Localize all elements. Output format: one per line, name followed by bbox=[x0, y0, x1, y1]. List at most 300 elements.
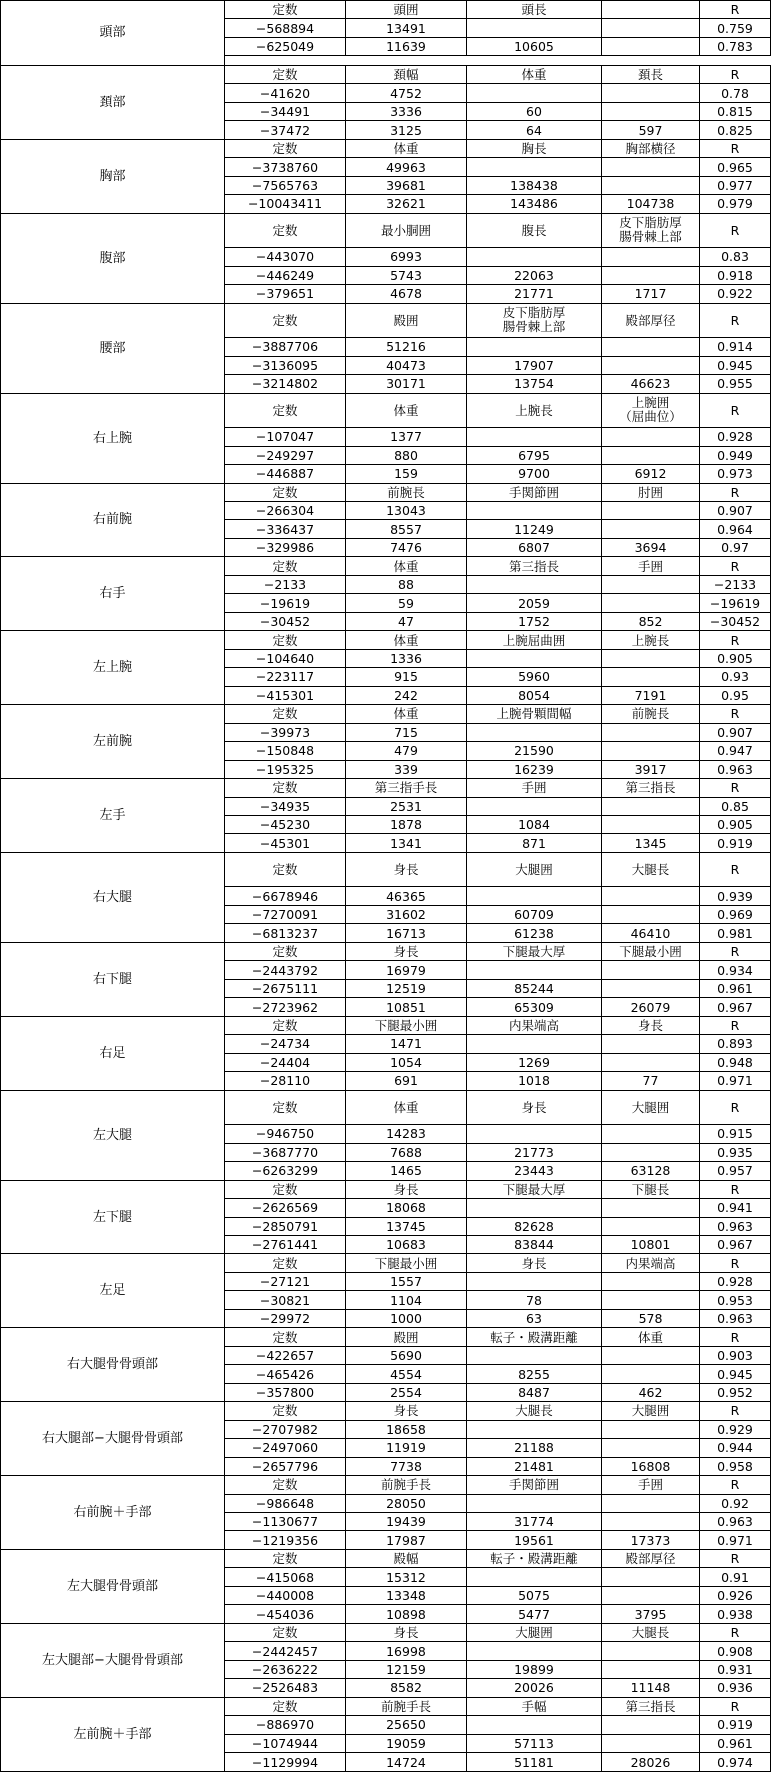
cell-r: 0.929 bbox=[700, 1420, 771, 1438]
cell-var1: 30171 bbox=[346, 375, 467, 393]
cell-var3 bbox=[602, 1346, 700, 1364]
cell-var1: 10898 bbox=[346, 1605, 467, 1623]
cell-r: 0.955 bbox=[700, 375, 771, 393]
cell-var3: 77 bbox=[602, 1072, 700, 1090]
header-r: R bbox=[700, 1476, 771, 1494]
cell-var2 bbox=[467, 158, 602, 176]
cell-var2: 51181 bbox=[467, 1753, 602, 1772]
cell-var1: 49963 bbox=[346, 158, 467, 176]
group-header-row bbox=[1, 631, 771, 649]
header-r: R bbox=[700, 1, 771, 19]
cell-constant: −329986 bbox=[225, 538, 346, 556]
cell-var3 bbox=[602, 248, 700, 266]
cell-var3 bbox=[602, 1586, 700, 1604]
cell-constant: −30821 bbox=[225, 1291, 346, 1309]
cell-constant: −2133 bbox=[225, 575, 346, 593]
cell-r: 0.908 bbox=[700, 1642, 771, 1660]
cell-var1: 18068 bbox=[346, 1199, 467, 1217]
cell-constant: −568894 bbox=[225, 19, 346, 37]
header-r: R bbox=[700, 852, 771, 887]
header-var1: 頭囲 bbox=[346, 1, 467, 19]
cell-r: 0.945 bbox=[700, 1365, 771, 1383]
header-var2: 大腿囲 bbox=[467, 1623, 602, 1641]
cell-constant: −45230 bbox=[225, 815, 346, 833]
cell-constant: −2442457 bbox=[225, 1642, 346, 1660]
header-var1: 身長 bbox=[346, 942, 467, 960]
header-r: R bbox=[700, 483, 771, 501]
cell-constant: −2761441 bbox=[225, 1235, 346, 1253]
cell-var3 bbox=[602, 428, 700, 446]
cell-constant: −2443792 bbox=[225, 961, 346, 979]
header-r: R bbox=[700, 942, 771, 960]
cell-r: 0.939 bbox=[700, 887, 771, 905]
cell-r: −30452 bbox=[700, 612, 771, 630]
cell-var1: 880 bbox=[346, 446, 467, 464]
cell-var3 bbox=[602, 668, 700, 686]
cell-var1: 7688 bbox=[346, 1143, 467, 1161]
group-header-row bbox=[1, 1402, 771, 1420]
cell-r: 0.825 bbox=[700, 121, 771, 139]
cell-constant: −3214802 bbox=[225, 375, 346, 393]
header-var2: 下腿最大厚 bbox=[467, 1180, 602, 1198]
cell-var3 bbox=[602, 338, 700, 356]
header-var2: 下腿最大厚 bbox=[467, 942, 602, 960]
cell-var3 bbox=[602, 1494, 700, 1512]
cell-var2: 65309 bbox=[467, 998, 602, 1016]
cell-r: 0.944 bbox=[700, 1439, 771, 1457]
cell-var2 bbox=[467, 338, 602, 356]
body-part-label: 左足 bbox=[1, 1254, 225, 1328]
header-constant: 定数 bbox=[225, 1, 346, 19]
cell-var1: 16998 bbox=[346, 1642, 467, 1660]
cell-r: 0.969 bbox=[700, 905, 771, 923]
cell-var2: 57113 bbox=[467, 1734, 602, 1752]
cell-constant: −446887 bbox=[225, 465, 346, 483]
header-var1: 第三指手長 bbox=[346, 779, 467, 797]
cell-var2 bbox=[467, 1272, 602, 1290]
cell-var1: 59 bbox=[346, 594, 467, 612]
header-var3: 上腕囲 （屈曲位） bbox=[602, 393, 700, 428]
cell-var1: 13491 bbox=[346, 19, 467, 37]
cell-var2 bbox=[467, 797, 602, 815]
cell-constant: −223117 bbox=[225, 668, 346, 686]
cell-r: 0.936 bbox=[700, 1679, 771, 1697]
cell-var3: 28026 bbox=[602, 1753, 700, 1772]
cell-r: 0.78 bbox=[700, 84, 771, 102]
cell-constant: −2626569 bbox=[225, 1199, 346, 1217]
header-constant: 定数 bbox=[225, 303, 346, 338]
header-var3: 内果端高 bbox=[602, 1254, 700, 1272]
cell-constant: −19619 bbox=[225, 594, 346, 612]
header-constant: 定数 bbox=[225, 213, 346, 248]
group-header-row bbox=[1, 1016, 771, 1034]
cell-var2: 19899 bbox=[467, 1660, 602, 1678]
cell-var3: 46410 bbox=[602, 924, 700, 942]
cell-var3 bbox=[602, 1734, 700, 1752]
cell-constant: −10043411 bbox=[225, 195, 346, 213]
cell-var2 bbox=[467, 1125, 602, 1143]
cell-var2: 63 bbox=[467, 1309, 602, 1327]
cell-var3 bbox=[602, 1568, 700, 1586]
cell-var2 bbox=[467, 1035, 602, 1053]
header-var2: 転子・殿溝距離 bbox=[467, 1328, 602, 1346]
header-r: R bbox=[700, 705, 771, 723]
cell-var1: 242 bbox=[346, 686, 467, 704]
body-part-label: 右大腿 bbox=[1, 852, 225, 942]
header-r: R bbox=[700, 1254, 771, 1272]
cell-var2: 1269 bbox=[467, 1053, 602, 1071]
cell-var1: 32621 bbox=[346, 195, 467, 213]
cell-constant: −3136095 bbox=[225, 356, 346, 374]
header-var1: 前腕手長 bbox=[346, 1476, 467, 1494]
cell-var2: 20026 bbox=[467, 1679, 602, 1697]
header-var1: 前腕手長 bbox=[346, 1697, 467, 1715]
header-constant: 定数 bbox=[225, 1476, 346, 1494]
cell-var2 bbox=[467, 502, 602, 520]
group-header-row bbox=[1, 942, 771, 960]
header-r: R bbox=[700, 1180, 771, 1198]
cell-var3 bbox=[602, 176, 700, 194]
header-var2: 上腕長 bbox=[467, 393, 602, 428]
cell-var3 bbox=[602, 1125, 700, 1143]
header-constant: 定数 bbox=[225, 1549, 346, 1567]
cell-r: 0.981 bbox=[700, 924, 771, 942]
header-r: R bbox=[700, 1090, 771, 1125]
cell-var2: 5477 bbox=[467, 1605, 602, 1623]
cell-var1: 1878 bbox=[346, 815, 467, 833]
group-header-row bbox=[1, 852, 771, 887]
cell-r: 0.953 bbox=[700, 1291, 771, 1309]
cell-r: −2133 bbox=[700, 575, 771, 593]
cell-constant: −415301 bbox=[225, 686, 346, 704]
cell-r: 0.934 bbox=[700, 961, 771, 979]
cell-var2: 60709 bbox=[467, 905, 602, 923]
cell-constant: −2850791 bbox=[225, 1217, 346, 1235]
cell-var2: 23443 bbox=[467, 1162, 602, 1180]
cell-var2 bbox=[467, 84, 602, 102]
cell-var3: 17373 bbox=[602, 1531, 700, 1549]
regression-table-body bbox=[1, 1, 771, 1772]
body-part-label: 右下腿 bbox=[1, 942, 225, 1016]
cell-var2: 6795 bbox=[467, 446, 602, 464]
cell-constant: −443070 bbox=[225, 248, 346, 266]
cell-var2: 31774 bbox=[467, 1513, 602, 1531]
cell-r: 0.85 bbox=[700, 797, 771, 815]
header-r: R bbox=[700, 1016, 771, 1034]
cell-constant: −6813237 bbox=[225, 924, 346, 942]
body-part-label: 腹部 bbox=[1, 213, 225, 303]
group-header-row bbox=[1, 1328, 771, 1346]
cell-r: 0.907 bbox=[700, 502, 771, 520]
cell-constant: −465426 bbox=[225, 1365, 346, 1383]
cell-var2 bbox=[467, 1346, 602, 1364]
cell-r: 0.958 bbox=[700, 1457, 771, 1475]
header-var2: 大腿囲 bbox=[467, 852, 602, 887]
cell-var1: 5690 bbox=[346, 1346, 467, 1364]
cell-constant: −6263299 bbox=[225, 1162, 346, 1180]
cell-r: 0.977 bbox=[700, 176, 771, 194]
group-header-row bbox=[1, 1254, 771, 1272]
header-var3: 下腿長 bbox=[602, 1180, 700, 1198]
header-var1: 身長 bbox=[346, 852, 467, 887]
group-header-row bbox=[1, 1549, 771, 1567]
header-var3: 頚長 bbox=[602, 65, 700, 83]
cell-var1: 1000 bbox=[346, 1309, 467, 1327]
cell-var1: 88 bbox=[346, 575, 467, 593]
cell-r: 0.935 bbox=[700, 1143, 771, 1161]
cell-var2: 21590 bbox=[467, 742, 602, 760]
cell-var2 bbox=[467, 1568, 602, 1586]
cell-var1: 1465 bbox=[346, 1162, 467, 1180]
cell-var1: 715 bbox=[346, 723, 467, 741]
cell-var3 bbox=[602, 502, 700, 520]
header-var1: 身長 bbox=[346, 1623, 467, 1641]
cell-var1: 13043 bbox=[346, 502, 467, 520]
cell-var1: 915 bbox=[346, 668, 467, 686]
cell-constant: −24404 bbox=[225, 1053, 346, 1071]
cell-var2: 138438 bbox=[467, 176, 602, 194]
cell-r: 0.893 bbox=[700, 1035, 771, 1053]
cell-r: 0.95 bbox=[700, 686, 771, 704]
body-part-label: 右前腕 bbox=[1, 483, 225, 557]
cell-r: 0.903 bbox=[700, 1346, 771, 1364]
cell-var1: 12519 bbox=[346, 979, 467, 997]
cell-constant: −1219356 bbox=[225, 1531, 346, 1549]
cell-var3: 578 bbox=[602, 1309, 700, 1327]
cell-constant: −1074944 bbox=[225, 1734, 346, 1752]
cell-r: 0.928 bbox=[700, 1272, 771, 1290]
header-constant: 定数 bbox=[225, 1328, 346, 1346]
cell-var1: 51216 bbox=[346, 338, 467, 356]
body-part-label: 頚部 bbox=[1, 65, 225, 139]
header-var1: 殿囲 bbox=[346, 1328, 467, 1346]
cell-constant: −41620 bbox=[225, 84, 346, 102]
body-part-label: 右手 bbox=[1, 557, 225, 631]
cell-r: 0.783 bbox=[700, 37, 771, 55]
group-header-row bbox=[1, 1697, 771, 1715]
cell-var2: 5075 bbox=[467, 1586, 602, 1604]
cell-var3: 7191 bbox=[602, 686, 700, 704]
header-var3: 下腿最小囲 bbox=[602, 942, 700, 960]
header-var3: 殿部厚径 bbox=[602, 303, 700, 338]
cell-r: 0.905 bbox=[700, 649, 771, 667]
cell-var3 bbox=[602, 905, 700, 923]
cell-var2: 13754 bbox=[467, 375, 602, 393]
cell-var1: 15312 bbox=[346, 1568, 467, 1586]
cell-r: 0.948 bbox=[700, 1053, 771, 1071]
cell-r: 0.914 bbox=[700, 338, 771, 356]
cell-r: 0.926 bbox=[700, 1586, 771, 1604]
body-part-label: 左大腿骨骨頭部 bbox=[1, 1549, 225, 1623]
cell-var1: 12159 bbox=[346, 1660, 467, 1678]
header-constant: 定数 bbox=[225, 705, 346, 723]
cell-var2: 1752 bbox=[467, 612, 602, 630]
group-header-row bbox=[1, 779, 771, 797]
group-header-row bbox=[1, 1180, 771, 1198]
cell-var1: 691 bbox=[346, 1072, 467, 1090]
cell-var2 bbox=[467, 1420, 602, 1438]
cell-r: 0.952 bbox=[700, 1383, 771, 1401]
cell-constant: −39973 bbox=[225, 723, 346, 741]
cell-var2: 2059 bbox=[467, 594, 602, 612]
header-constant: 定数 bbox=[225, 942, 346, 960]
cell-r: 0.963 bbox=[700, 1217, 771, 1235]
cell-var1: 19439 bbox=[346, 1513, 467, 1531]
cell-var3 bbox=[602, 1217, 700, 1235]
header-var1: 体重 bbox=[346, 1090, 467, 1125]
body-part-label: 腰部 bbox=[1, 303, 225, 393]
header-var3: 前腕長 bbox=[602, 705, 700, 723]
cell-var3 bbox=[602, 266, 700, 284]
cell-var1: 2531 bbox=[346, 797, 467, 815]
cell-r: 0.938 bbox=[700, 1605, 771, 1623]
header-var1: 体重 bbox=[346, 393, 467, 428]
cell-var1: 10851 bbox=[346, 998, 467, 1016]
cell-constant: −2707982 bbox=[225, 1420, 346, 1438]
cell-var1: 13348 bbox=[346, 1586, 467, 1604]
cell-r: 0.905 bbox=[700, 815, 771, 833]
cell-var2 bbox=[467, 56, 602, 66]
cell-r: 0.967 bbox=[700, 998, 771, 1016]
cell-var1: 1471 bbox=[346, 1035, 467, 1053]
cell-var1: 8557 bbox=[346, 520, 467, 538]
header-constant: 定数 bbox=[225, 1090, 346, 1125]
cell-var2 bbox=[467, 961, 602, 979]
header-var2: 手幅 bbox=[467, 1697, 602, 1715]
header-var3: 第三指長 bbox=[602, 779, 700, 797]
header-r: R bbox=[700, 213, 771, 248]
cell-r: 0.815 bbox=[700, 102, 771, 120]
cell-constant: −625049 bbox=[225, 37, 346, 55]
header-constant: 定数 bbox=[225, 139, 346, 157]
cell-constant: −446249 bbox=[225, 266, 346, 284]
cell-constant: −266304 bbox=[225, 502, 346, 520]
cell-var2: 8487 bbox=[467, 1383, 602, 1401]
cell-var2: 8255 bbox=[467, 1365, 602, 1383]
cell-r: 0.97 bbox=[700, 538, 771, 556]
cell-var3 bbox=[602, 594, 700, 612]
body-part-label: 頭部 bbox=[1, 1, 225, 66]
cell-r: 0.931 bbox=[700, 1660, 771, 1678]
cell-var1: 14283 bbox=[346, 1125, 467, 1143]
cell-constant: −24734 bbox=[225, 1035, 346, 1053]
cell-var3 bbox=[602, 56, 700, 66]
cell-r: 0.963 bbox=[700, 1513, 771, 1531]
cell-constant: −7565763 bbox=[225, 176, 346, 194]
header-var1: 下腿最小囲 bbox=[346, 1016, 467, 1034]
header-var1: 体重 bbox=[346, 705, 467, 723]
cell-r: 0.963 bbox=[700, 1309, 771, 1327]
group-header-row bbox=[1, 1, 771, 19]
cell-var1: 3336 bbox=[346, 102, 467, 120]
cell-var3 bbox=[602, 37, 700, 55]
header-var3: 大腿長 bbox=[602, 852, 700, 887]
cell-constant: −107047 bbox=[225, 428, 346, 446]
cell-var2: 19561 bbox=[467, 1531, 602, 1549]
header-var1: 体重 bbox=[346, 631, 467, 649]
cell-constant: −357800 bbox=[225, 1383, 346, 1401]
cell-constant: −195325 bbox=[225, 760, 346, 778]
cell-constant: −45301 bbox=[225, 834, 346, 852]
cell-var3: 6912 bbox=[602, 465, 700, 483]
cell-var2: 21771 bbox=[467, 285, 602, 303]
cell-var1: 25650 bbox=[346, 1716, 467, 1734]
body-part-label: 胸部 bbox=[1, 139, 225, 213]
cell-var1: 1341 bbox=[346, 834, 467, 852]
cell-var1: 14724 bbox=[346, 1753, 467, 1772]
header-r: R bbox=[700, 557, 771, 575]
cell-r: 0.961 bbox=[700, 979, 771, 997]
group-header-row bbox=[1, 65, 771, 83]
cell-constant: −986648 bbox=[225, 1494, 346, 1512]
cell-constant: −2497060 bbox=[225, 1439, 346, 1457]
cell-var2 bbox=[467, 1494, 602, 1512]
cell-var3: 16808 bbox=[602, 1457, 700, 1475]
cell-var3 bbox=[602, 102, 700, 120]
header-var2: 手関節囲 bbox=[467, 1476, 602, 1494]
cell-constant: −415068 bbox=[225, 1568, 346, 1586]
header-var1: 殿囲 bbox=[346, 303, 467, 338]
cell-var1: 39681 bbox=[346, 176, 467, 194]
cell-var2: 17907 bbox=[467, 356, 602, 374]
header-constant: 定数 bbox=[225, 1180, 346, 1198]
header-constant: 定数 bbox=[225, 852, 346, 887]
cell-var2: 60 bbox=[467, 102, 602, 120]
cell-var2: 78 bbox=[467, 1291, 602, 1309]
cell-r: 0.971 bbox=[700, 1531, 771, 1549]
cell-r: 0.919 bbox=[700, 1716, 771, 1734]
header-constant: 定数 bbox=[225, 779, 346, 797]
cell-constant: −1129994 bbox=[225, 1753, 346, 1772]
cell-r: 0.957 bbox=[700, 1162, 771, 1180]
cell-r: 0.907 bbox=[700, 723, 771, 741]
header-var1: 身長 bbox=[346, 1402, 467, 1420]
header-var3: 体重 bbox=[602, 1328, 700, 1346]
cell-r: 0.963 bbox=[700, 760, 771, 778]
cell-var1: 13745 bbox=[346, 1217, 467, 1235]
cell-var3: 462 bbox=[602, 1383, 700, 1401]
cell-var1: 16713 bbox=[346, 924, 467, 942]
cell-var1: 10683 bbox=[346, 1235, 467, 1253]
cell-r: 0.915 bbox=[700, 1125, 771, 1143]
cell-var1: 11919 bbox=[346, 1439, 467, 1457]
cell-var1: 7738 bbox=[346, 1457, 467, 1475]
cell-var2: 16239 bbox=[467, 760, 602, 778]
cell-constant: −150848 bbox=[225, 742, 346, 760]
cell-var2 bbox=[467, 723, 602, 741]
cell-var1: 1377 bbox=[346, 428, 467, 446]
cell-r: 0.83 bbox=[700, 248, 771, 266]
body-part-label: 右大腿部−大腿骨骨頭部 bbox=[1, 1402, 225, 1476]
cell-constant: −2636222 bbox=[225, 1660, 346, 1678]
cell-constant: −454036 bbox=[225, 1605, 346, 1623]
header-var1: 頚幅 bbox=[346, 65, 467, 83]
body-part-label: 右大腿骨骨頭部 bbox=[1, 1328, 225, 1402]
cell-var3 bbox=[602, 1291, 700, 1309]
cell-r: 0.964 bbox=[700, 520, 771, 538]
group-header-row bbox=[1, 557, 771, 575]
cell-var1: 339 bbox=[346, 760, 467, 778]
header-var3: 手囲 bbox=[602, 557, 700, 575]
header-var1: 体重 bbox=[346, 139, 467, 157]
cell-var3: 63128 bbox=[602, 1162, 700, 1180]
cell-var3: 597 bbox=[602, 121, 700, 139]
header-r: R bbox=[700, 1328, 771, 1346]
body-part-label: 右足 bbox=[1, 1016, 225, 1090]
cell-var3: 3795 bbox=[602, 1605, 700, 1623]
cell-var1: 47 bbox=[346, 612, 467, 630]
cell-var1: 16979 bbox=[346, 961, 467, 979]
